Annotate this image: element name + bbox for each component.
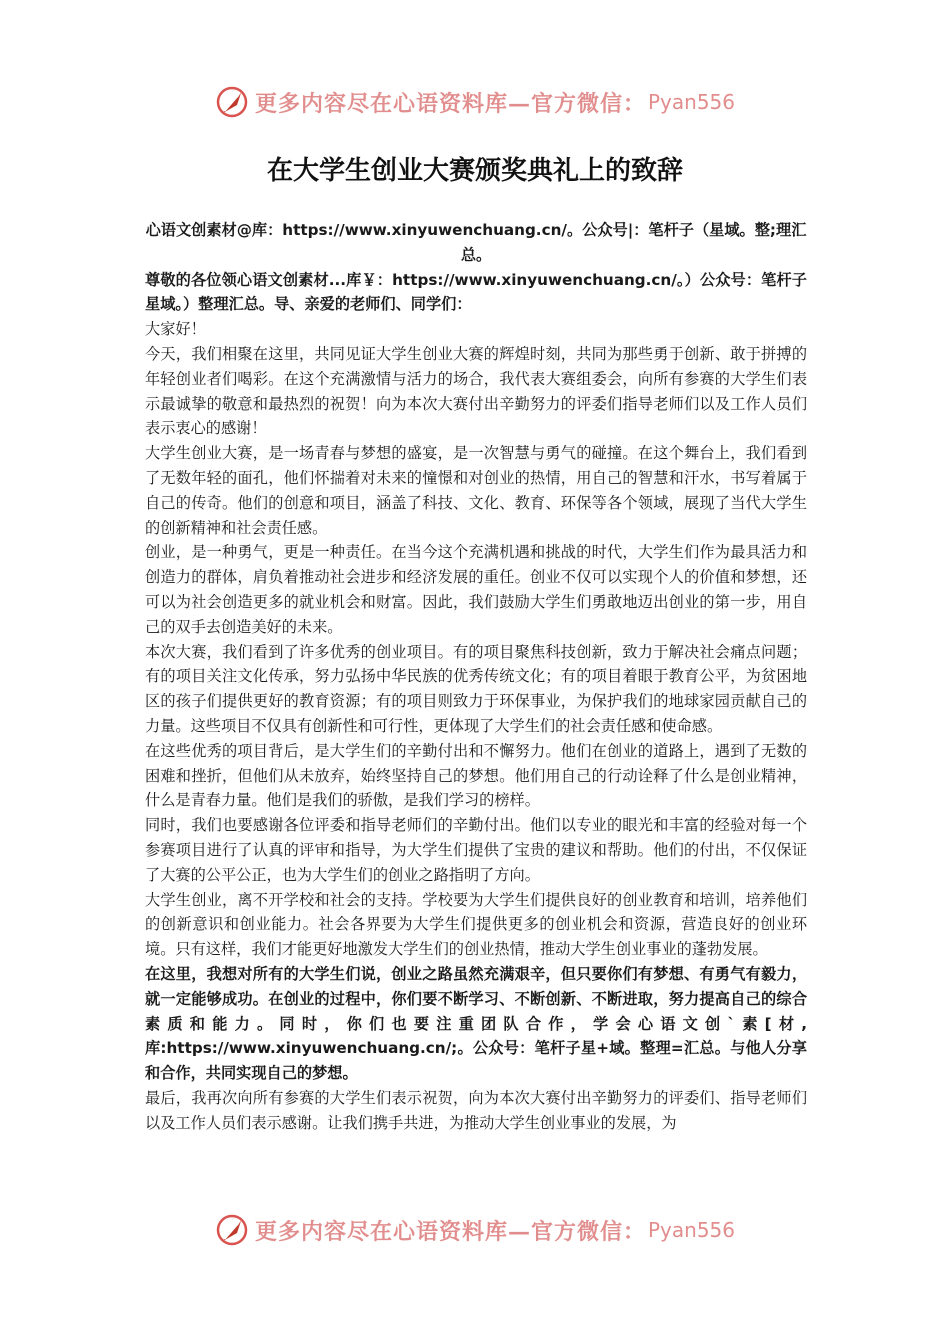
quill-logo-icon — [215, 85, 249, 119]
quill-logo-icon — [215, 1213, 249, 1247]
paragraph: 在这里，我想对所有的大学生们说，创业之路虽然充满艰辛，但只要你们有梦想、有勇气有毅力，就一定能够成功。在创业的过程中，你们要不断学习、不断创新、不断进取，努力提高自己的综合素质和能力。同时，你们也要注重团队合作，学会心语文创`素[材,库:https://www.xinyuwenchuang.cn/;。公众号：笔杆子星+域。整理=汇总。与他人分享和合作，共同实现自己的梦想。 — [145, 964, 807, 1083]
paragraph: 心语文创素材@库：https://www.xinyuwenchuang.cn/。公众号|：笔杆子（星域。整;理汇总。 — [145, 221, 807, 264]
paragraph: 在这些优秀的项目背后，是大学生们的辛勤付出和不懈努力。他们在创业的道路上，遇到了无数的困难和挫折，但他们从未放弃，始终坚持自己的梦想。他们用自己的行动诠释了什么是创业精神，什么是青春力量。他们是我们的骄傲，是我们学习的榜样。 — [145, 741, 807, 810]
paragraph: 创业，是一种勇气，更是一种责任。在当今这个充满机遇和挑战的时代，大学生们作为最具活力和创造力的群体，肩负着推动社会进步和经济发展的重任。创业不仅可以实现个人的价值和梦想，还可以为社会创造更多的就业机会和财富。因此，我们鼓励大学生们勇敢地迈出创业的第一步，用自己的双手去创造美好的未来。 — [145, 543, 807, 636]
paragraph: 大学生创业，离不开学校和社会的支持。学校要为大学生们提供良好的创业教育和培训，培养他们的创新意识和创业能力。社会各界要为大学生们提供更多的创业机会和资源，营造良好的创业环境。只有这样，我们才能更好地激发大学生们的创业热情，推动大学生创业事业的蓬勃发展。 — [145, 890, 807, 959]
header-banner — [0, 80, 950, 124]
paragraph: 尊敬的各位领心语文创素材...库￥：https://www.xinyuwenchuang.cn/。）公众号：笔杆子星域。）整理汇总。导、亲爱的老师们、同学们： — [145, 270, 807, 314]
banner-text: 更多内容尽在心语资料库—官方微信： — [254, 90, 646, 117]
paragraph: 最后，我再次向所有参赛的大学生们表示祝贺，向为本次大赛付出辛勤努力的评委们、指导老师们以及工作人员们表示感谢。让我们携手共进，为推动大学生创业事业的发展，为 — [145, 1088, 807, 1132]
document-body — [145, 218, 807, 1135]
paragraph: 本次大赛，我们看到了许多优秀的创业项目。有的项目聚焦科技创新，致力于解决社会痛点问题；有的项目关注文化传承，努力弘扬中华民族的优秀传统文化；有的项目着眼于教育公平，为贫困地区的孩子们提供更好的教育资源；有的项目则致力于环保事业，为保护我们的地球家园贡献自己的力量。这些项目不仅具有创新性和可行性，更体现了大学生们的社会责任感和使命感。 — [145, 642, 807, 735]
banner-wechat-id: Pyan556 — [648, 1218, 736, 1242]
paragraph: 大学生创业大赛，是一场青春与梦想的盛宴，是一次智慧与勇气的碰撞。在这个舞台上，我们看到了无数年轻的面孔，他们怀揣着对未来的憧憬和对创业的热情，用自己的智慧和汗水，书写着属于自己的传奇。他们的创意和项目，涵盖了科技、文化、教育、环保等各个领域，展现了当代大学生的创新精神和社会责任感。 — [145, 444, 807, 537]
paragraph: 今天，我们相聚在这里，共同见证大学生创业大赛的辉煌时刻，共同为那些勇于创新、敢于拼搏的年轻创业者们喝彩。在这个充满激情与活力的场合，我代表大赛组委会，向所有参赛的大学生们表示最诚挚的敬意和最热烈的祝贺！向为本次大赛付出辛勤努力的评委们指导老师们以及工作人员们表示衷心的感谢！ — [145, 344, 807, 438]
banner-wechat-id: Pyan556 — [648, 90, 736, 114]
paragraph: 大家好！ — [145, 320, 206, 339]
footer-banner — [0, 1208, 950, 1252]
document-title: 在大学生创业大赛颁奖典礼上的致辞 — [266, 156, 683, 186]
paragraph: 同时，我们也要感谢各位评委和指导老师们的辛勤付出。他们以专业的眼光和丰富的经验对每一个参赛项目进行了认真的评审和指导，为大学生们提供了宝贵的建议和帮助。他们的付出，不仅保证了大赛的公平公正，也为大学生们的创业之路指明了方向。 — [145, 816, 807, 884]
banner-text: 更多内容尽在心语资料库—官方微信： — [254, 1218, 646, 1245]
